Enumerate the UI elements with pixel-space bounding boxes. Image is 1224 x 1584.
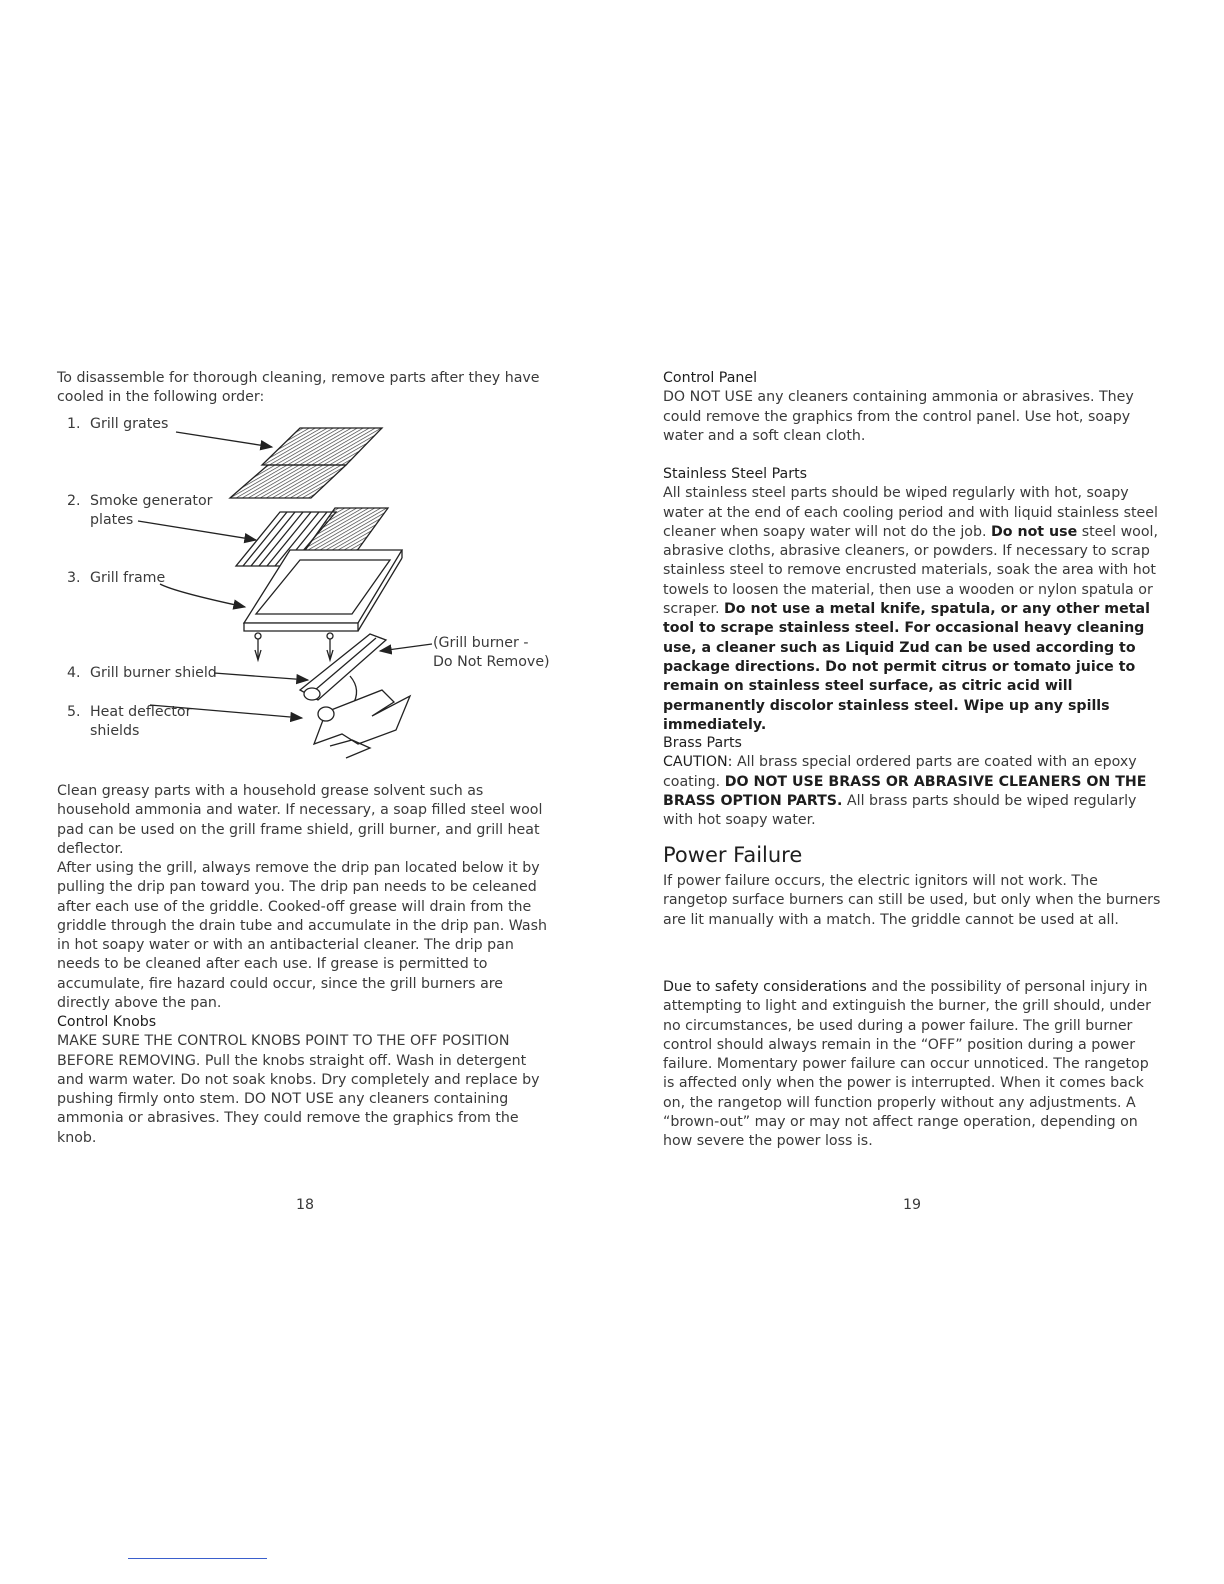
section-text: DO NOT USE any cleaners containing ammonia or abrasives. They could remove the graphics from the control panel. Use hot, soapy water and a soft clean cloth. <box>663 389 1134 444</box>
control-panel-section <box>663 369 1163 446</box>
page-number-right: 19 <box>903 1197 922 1213</box>
section-heading: Control Knobs <box>57 1014 157 1030</box>
left-page-intro <box>57 369 557 408</box>
grill-burner-callout: (Grill burner - Do Not Remove) <box>433 635 550 671</box>
section-text: If power failure occurs, the electric ignitors will not work. The rangetop surface burners can still be used, but only when the burners are lit manually with a match. The griddle cannot be used at all. <box>663 873 1161 928</box>
section-text: All stainless steel parts should be wiped regularly with hot, soapy water at the end of each cooling period and with liquid stainless steel cleaner when soapy water will not do the job. Do not use steel wool, abrasive cloths, abrasive cleaners, or powders. If necessary to scrap stainless steel to remove encrusted materials, soak the area with hot towels to loosen the material, then use a wooden or nylon spatula or scraper. Do not use a metal knife, spatula, or any other metal tool to scrape stainless steel. For occasional heavy cleaning use, a cleaner such as Liquid Zud can be used according to package directions. Do not permit citrus or tomato juice to remain on stainless steel surface, as citric acid will permanently discolor stainless steel. Wipe up any spills immediately. <box>663 485 1158 733</box>
footer-line <box>128 1558 267 1559</box>
clean-paragraph: Clean greasy parts with a household grease solvent such as household ammonia and water. If necessary, a soap filled steel wool pad can be used on the grill frame shield, grill burner, and grill heat deflector. <box>57 783 543 857</box>
control-knobs-section <box>57 1013 557 1148</box>
parts-list: 1. Grill grates 2. Smoke generator plates 3. Grill frame 4. Grill burner shield 5. Heat deflector shields <box>67 416 217 739</box>
page-title: Power Failure <box>663 843 803 867</box>
section-heading: Stainless Steel Parts <box>663 466 808 482</box>
power-failure-section <box>663 842 1163 930</box>
stainless-steel-section <box>663 465 1163 735</box>
section-text: MAKE SURE THE CONTROL KNOBS POINT TO THE OFF POSITION BEFORE REMOVING. Pull the knobs straight off. Wash in detergent and warm water. Do not soak knobs. Dry completely and replace by pushing firmly onto stem. DO NOT USE any cleaners containing ammonia or abrasives. They could remove the graphics from the knob. <box>57 1033 540 1146</box>
section-heading: Control Panel <box>663 370 758 386</box>
intro-text: To disassemble for thorough cleaning, remove parts after they have cooled in the following order: <box>57 370 540 406</box>
section-text: CAUTION: All brass special ordered parts are coated with an epoxy coating. DO NOT USE BRASS OR ABRASIVE CLEANERS ON THE BRASS OPTION PARTS. All brass parts should be wiped regularly with hot soapy water. <box>663 754 1147 829</box>
safety-paragraph: Due to safety considerations and the possibility of personal injury in attempting to light and extinguish the burner, the grill should, under no circumstances, be used during a power failure. The grill burner control should always remain in the “OFF” position during a power failure. Momentary power failure can occur unnoticed. The rangetop is affected only when the power is interrupted. When it comes back on, the rangetop will function properly without any adjustments. A “brown-out” may or may not affect range operation, depending on how severe the power loss is. <box>663 979 1151 1150</box>
page-number-left: 18 <box>296 1197 315 1213</box>
brass-parts-section <box>663 734 1163 830</box>
section-heading: Brass Parts <box>663 735 742 751</box>
drip-pan-paragraph: After using the grill, always remove the drip pan located below it by pulling the drip pan toward you. The drip pan needs to be celeaned after each use of the griddle. Cooked-off grease will drain from the griddle through the drain tube and accumulate in the drip pan. Wash in hot soapy water or with an antibacterial cleaner. The drip pan needs to be cleaned after each use. If grease is permitted to accumulate, fire hazard could occur, since the grill burners are directly above the pan. <box>57 860 547 1012</box>
